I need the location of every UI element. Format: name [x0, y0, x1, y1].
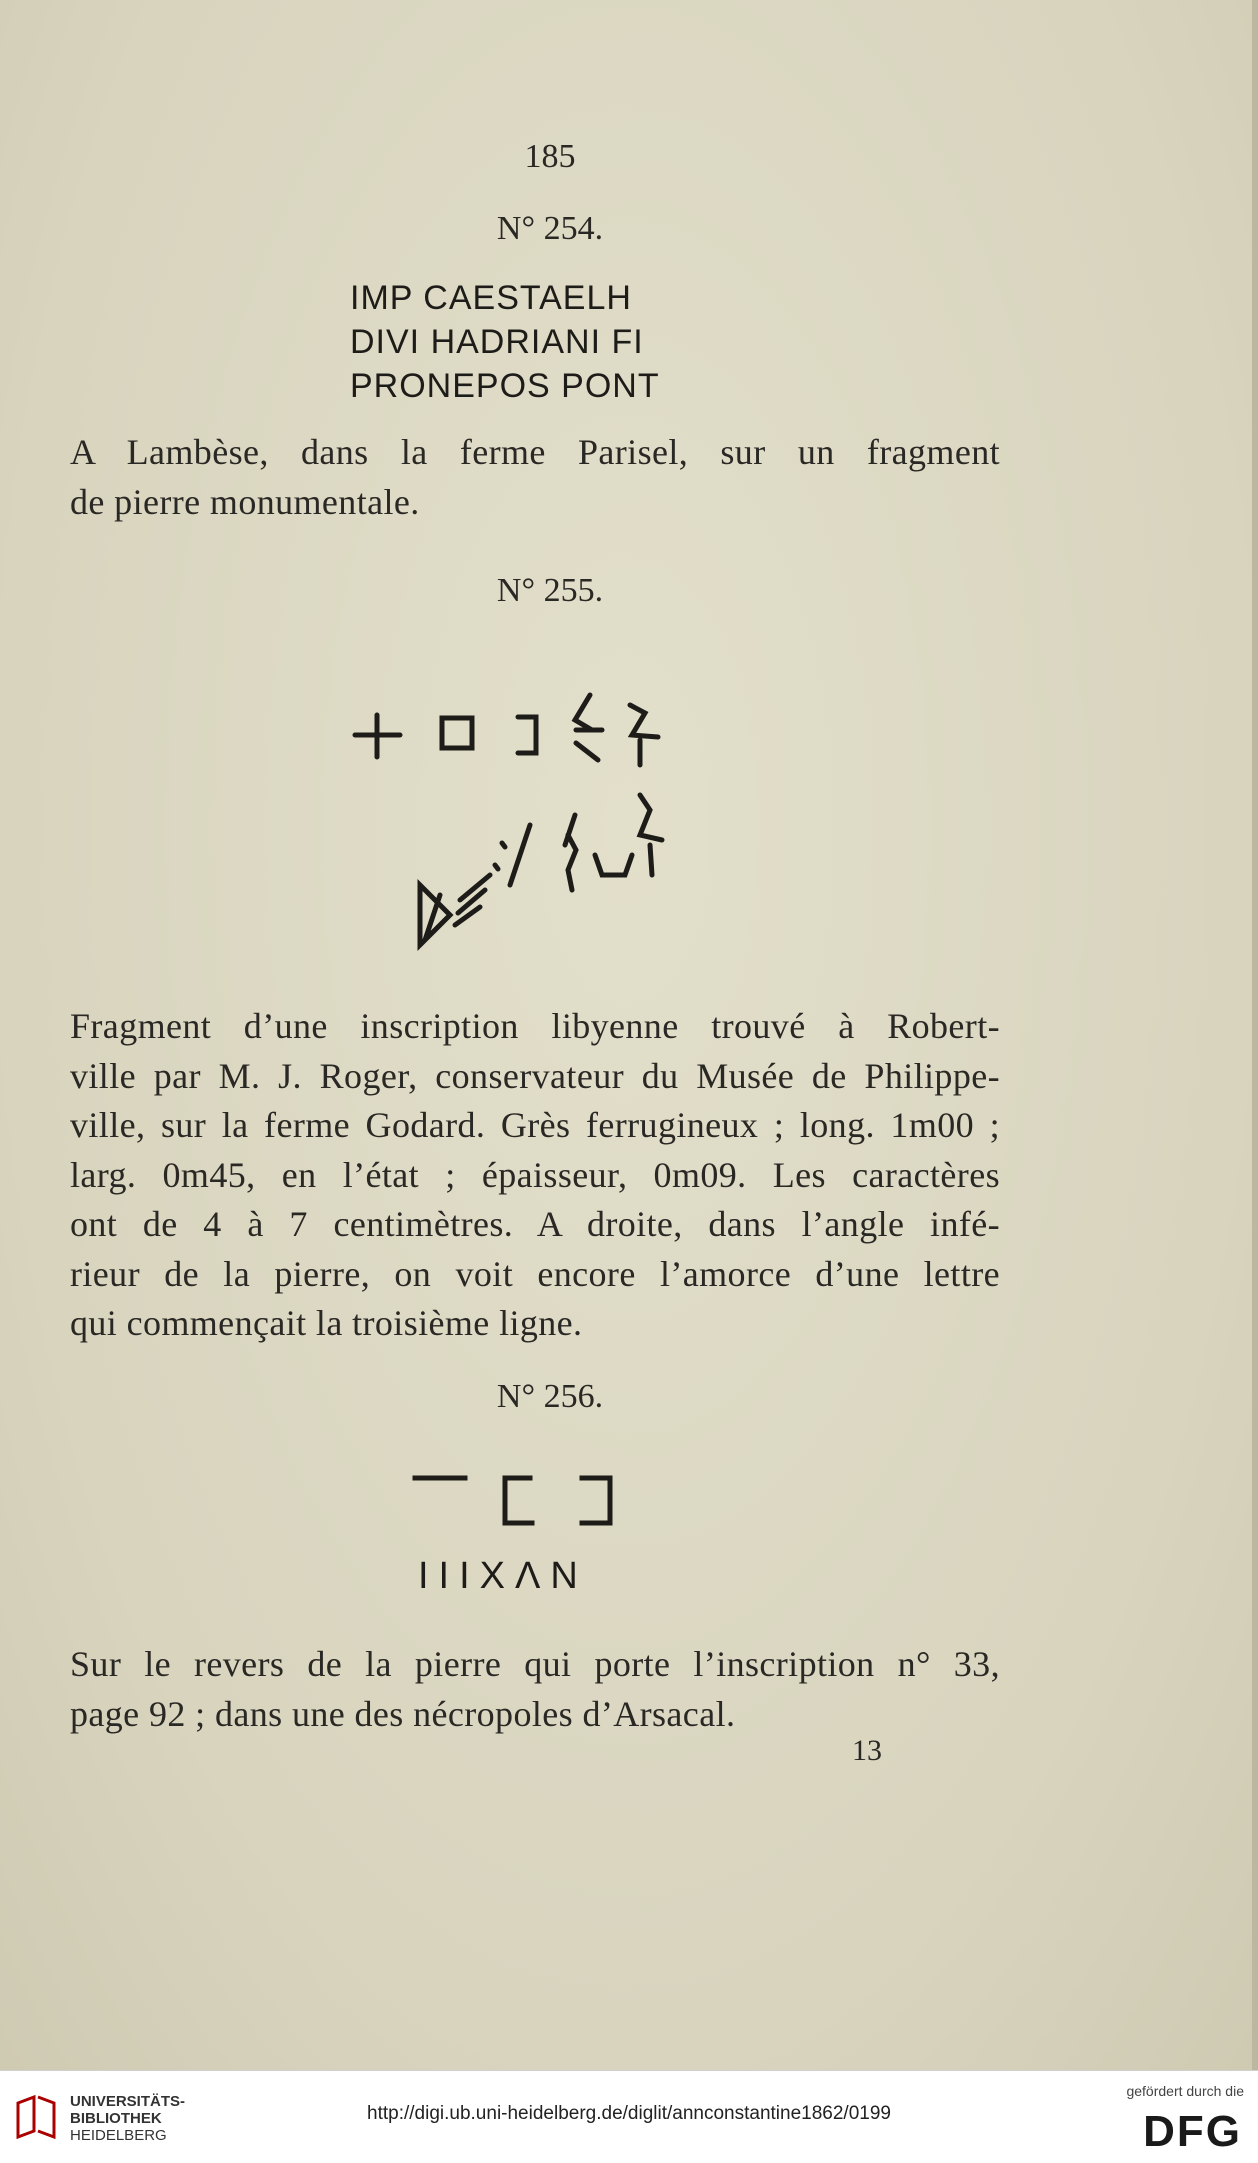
entry-254-description [70, 428, 1000, 527]
funded-by-label: gefördert durch die [1126, 2083, 1244, 2099]
text-line: A Lambèse, dans la ferme Parisel, sur un fragment [70, 432, 1000, 472]
libyan-inscription-drawing [340, 675, 720, 965]
latin-inscription [350, 276, 660, 408]
library-name-line: BIBLIOTHEK [70, 2110, 162, 2127]
dfg-logo: DFG [1143, 2107, 1242, 2156]
entry-256-number: N° 256. [496, 1378, 604, 1415]
text-line: qui commençait la troisième ligne. [70, 1303, 583, 1343]
library-name-line: HEIDELBERG [70, 2127, 167, 2144]
permalink-url[interactable]: http://digi.ub.uni-heidelberg.de/diglit/annconstantine1862/0199 [367, 2103, 891, 2124]
entry-255-number: N° 255. [496, 572, 604, 609]
viewer-footer [0, 2070, 1258, 2163]
entry-255-description [70, 1002, 1000, 1349]
text-line: Fragment d’une inscription libyenne trouvé à Robert- [70, 1006, 1000, 1046]
text-line: de pierre monumentale. [70, 481, 420, 522]
page-number: 185 [524, 138, 576, 175]
roman-numeral-line: IIIXΛN [418, 1555, 588, 1597]
text-line: Sur le revers de la pierre qui porte l’inscription n° 33, [70, 1644, 1000, 1684]
text-line: ville par M. J. Roger, conservateur du Musée de Philippe- [70, 1055, 1000, 1096]
text-line: larg. 0m45, en l’état ; épaisseur, 0m09. Les caractères [70, 1154, 1000, 1195]
text-line: ville, sur la ferme Godard. Grès ferrugineux ; long. 1m00 ; [70, 1105, 1000, 1145]
glyph-row-1 [355, 695, 658, 765]
library-name-line: UNIVERSITÄTS- [70, 2093, 186, 2110]
glyph-line-256 [410, 1468, 640, 1538]
text-line: rieur de la pierre, on voit encore l’amorce d’une lettre [70, 1253, 1000, 1294]
signature-mark: 13 [852, 1734, 882, 1767]
text-line: page 92 ; dans une des nécropoles d’Arsacal. [70, 1693, 736, 1734]
entry-256-description [70, 1640, 1000, 1739]
entry-254-number: N° 254. [496, 210, 604, 247]
inscription-line: IMP CAESTAELH [350, 279, 632, 317]
glyph-row-2 [420, 795, 662, 945]
inscription-line: PRONEPOS PONT [350, 367, 660, 405]
inscription-line: DIVI HADRIANI FI [350, 323, 644, 361]
text-line: ont de 4 à 7 centimètres. A droite, dans l’angle infé- [70, 1204, 1000, 1244]
